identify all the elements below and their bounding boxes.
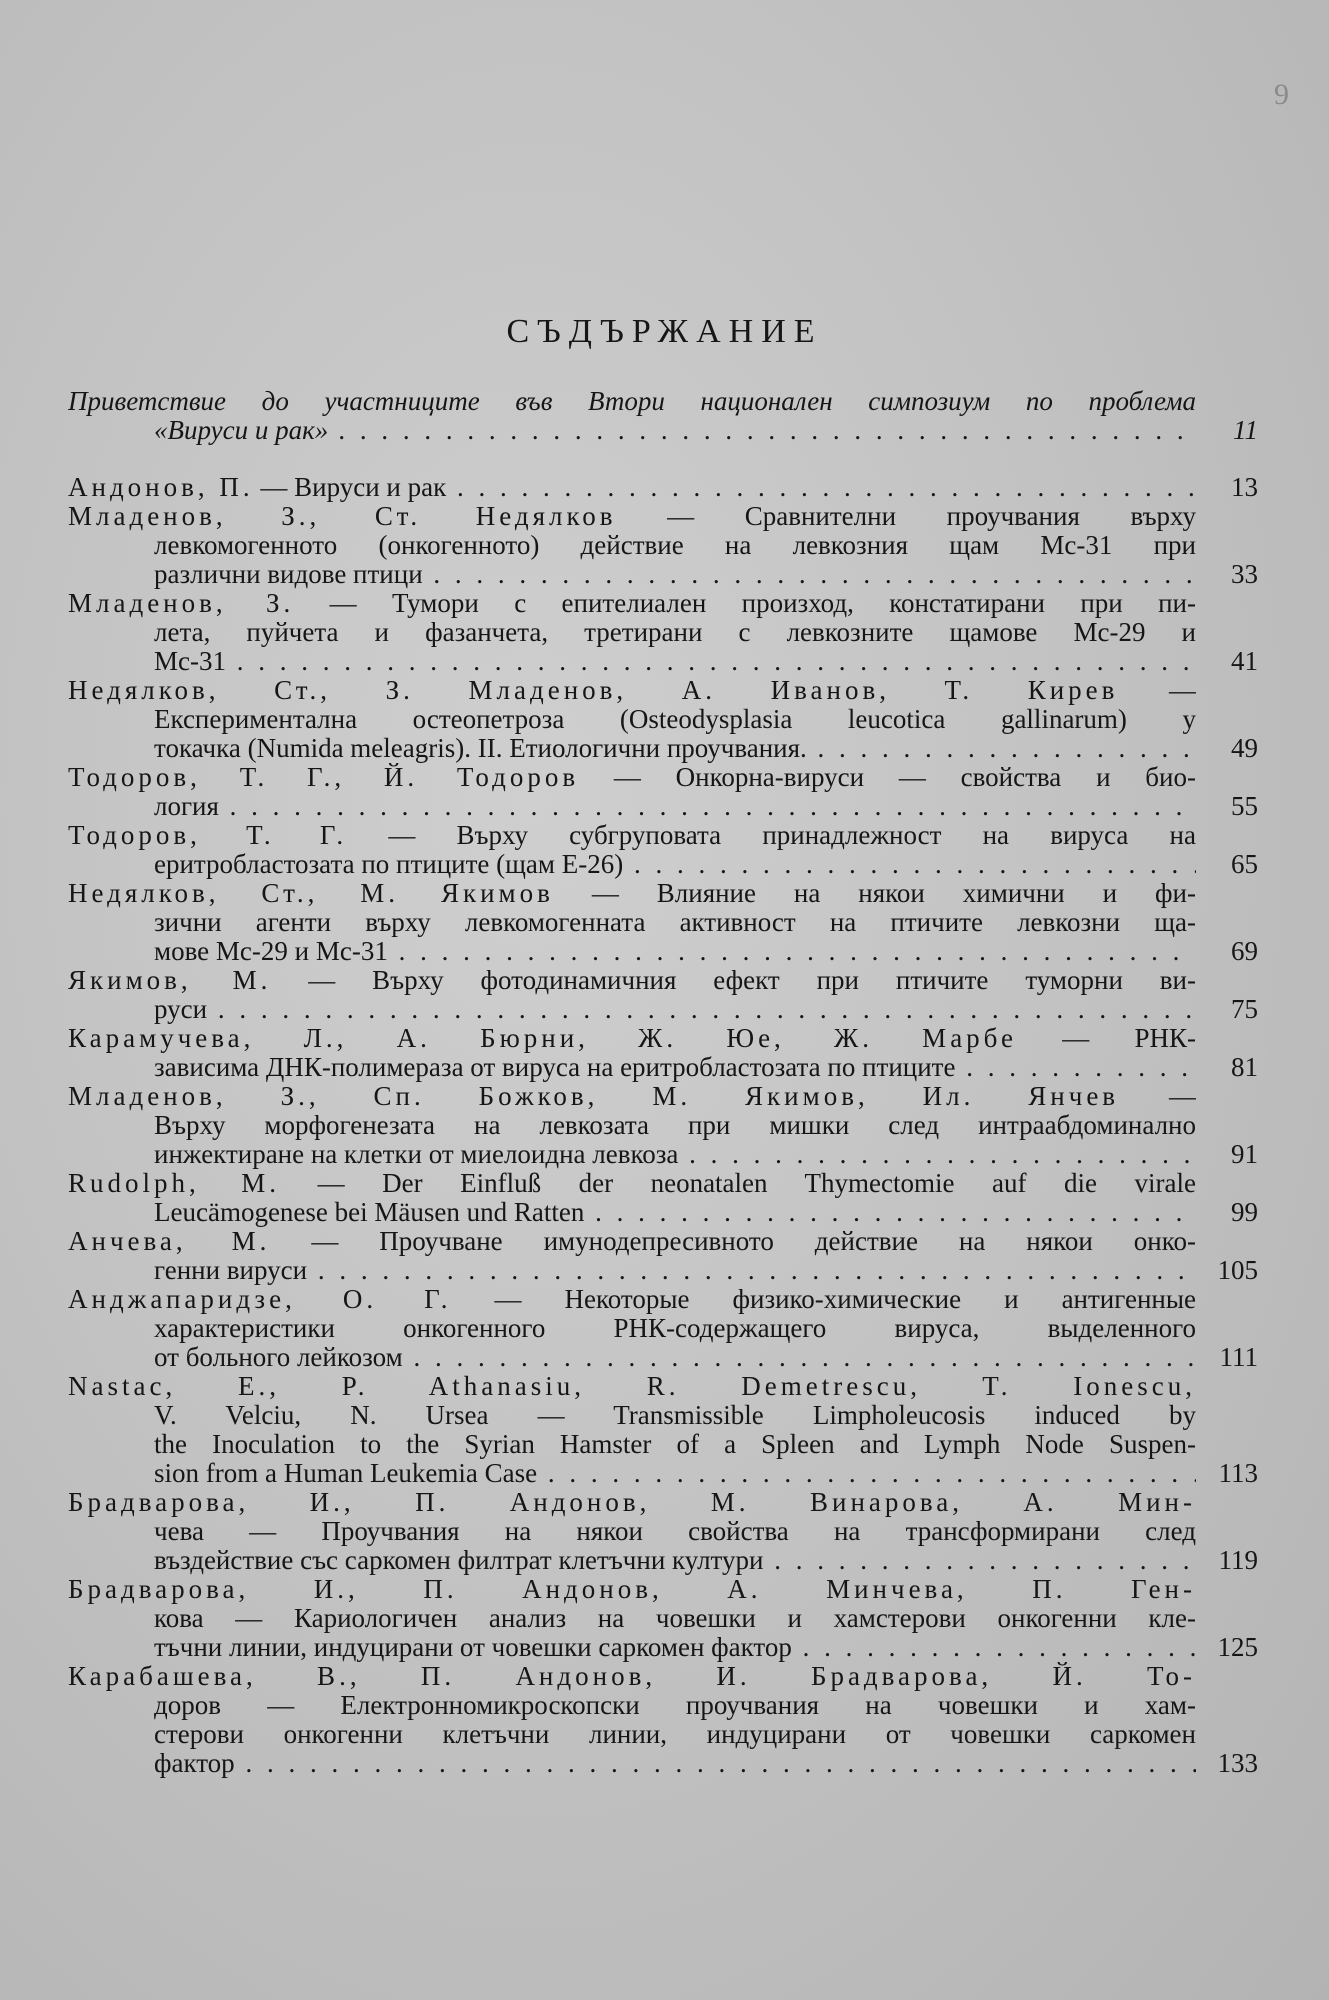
toc-entry-line: Експериментална остеопетроза (Osteodysplasia leucotica gallinarum) у [154, 705, 1196, 734]
toc-entry [68, 1488, 1258, 1575]
toc-entry-line [68, 473, 1196, 502]
toc-entry [68, 1372, 1258, 1488]
toc-entry-page-number: 75 [1231, 994, 1258, 1024]
toc-entry-line [68, 589, 1196, 618]
toc-entry-authors: Брадварова, И., П. Андонов, М. Винарова, А. Мин- [68, 1488, 1196, 1517]
toc-entry-line [68, 1488, 1196, 1517]
toc-entry-line: Мс-31 . . . [68, 647, 1196, 676]
toc-entry-title-text: — Върху фотодинамичния ефект при птичите туморни ви- [271, 966, 1196, 995]
toc-entry-line: sion from a Human Leukemia Case . . . [68, 1459, 1196, 1488]
toc-entry [68, 1285, 1258, 1372]
toc-entry [68, 473, 1258, 502]
toc-entry [68, 1227, 1258, 1285]
toc-entry-page-number: 69 [1231, 936, 1258, 966]
toc-entry-page-number: 91 [1231, 1139, 1258, 1169]
toc-entry-authors: Анджапаридзе, О. Г. [68, 1285, 452, 1314]
toc-entry-authors: Тодоров, Т. Г. [68, 821, 348, 850]
toc-entry-page-number: 65 [1231, 849, 1258, 879]
toc-entry-line: въздействие със саркомен филтрат клетъчни култури . . . [68, 1546, 1196, 1575]
toc-entry-authors: Якимов, М. [68, 966, 272, 995]
toc-entry-page-number: 133 [1217, 1748, 1258, 1778]
toc-entry-title-text: — Върху субгруповата принадлежност на вируса на [347, 821, 1196, 850]
toc-entry-authors: Недялков, Ст., М. Якимов [68, 879, 554, 908]
toc-entry-line: зависима ДНК-полимераза от вируса на еритробластозата по птиците . . . [68, 1053, 1196, 1082]
toc-entry-line: еритробластозата по птиците (щам Е-26) . . . [68, 850, 1196, 879]
toc-entry-page-number: 49 [1231, 733, 1258, 763]
toc-entry-authors: Младенов, З., Ст. Недялков [68, 502, 617, 531]
toc-entry-line [68, 879, 1196, 908]
toc-entry-line: фактор . . . [68, 1749, 1196, 1778]
page-number: 9 [1274, 78, 1289, 111]
toc-entry-line [68, 1082, 1196, 1111]
toc-entry-title-text: — Der Einfluß der neonatalen Thymectomie auf die virale [280, 1169, 1196, 1198]
toc-entry-line: от больного лейкозом . . . [68, 1343, 1196, 1372]
toc-entry [68, 966, 1258, 1024]
toc-entry-line [68, 1662, 1196, 1691]
toc-entry-line: токачка (Numida meleagris). II. Етиологични проучвания. . . . [68, 734, 1196, 763]
toc-entry-line [68, 1285, 1196, 1314]
toc-entry-line [68, 821, 1196, 850]
toc-entry-line: мове Мс-29 и Мс-31 . . . [68, 937, 1196, 966]
toc-entry-title-text: — Сравнителни проучвания върху [616, 502, 1196, 531]
toc-entry [68, 589, 1258, 676]
toc-entry-line: the Inoculation to the Syrian Hamster of a Spleen and Lymph Node Suspen- [154, 1430, 1196, 1459]
toc-entry-line: зични агенти върху левкомогенната активност на птичите левкозни ща- [154, 908, 1196, 937]
toc-entry [68, 1575, 1258, 1662]
toc-entry-authors: Rudolph, M. [68, 1169, 281, 1198]
toc-entry-authors: Nastac, E., P. Athanasiu, R. Demetrescu, T. Ionescu, [68, 1372, 1196, 1401]
toc-entry-page-number: 13 [1231, 472, 1258, 502]
toc-entry-line: «Вируси и рак» . . . [68, 416, 1196, 445]
toc-entry-page-number: 33 [1231, 559, 1258, 589]
toc-entry-line: стерови онкогенни клетъчни линии, индуцирани от човешки саркомен [154, 1720, 1196, 1749]
toc-entry-line: Приветствие до участниците във Втори национален симпозиум по проблема [68, 387, 1196, 416]
toc-entry-title-text: — Влияние на някои химични и фи- [553, 879, 1196, 908]
table-of-contents [68, 387, 1258, 1778]
toc-entry-line: характеристики онкогенного РНК-содержащего вируса, выделенного [154, 1314, 1196, 1343]
toc-entry-line: чева — Проучвания на някои свойства на трансформирани след [154, 1517, 1196, 1546]
toc-entry [68, 1082, 1258, 1169]
toc-entry-title-text: — Некоторые физико-химические и антигенные [451, 1285, 1196, 1314]
toc-entry-title-text: — [1118, 676, 1196, 705]
toc-entry-line [68, 763, 1196, 792]
toc-entry-line: логия . . . [68, 792, 1196, 821]
toc-entry-line [68, 1169, 1196, 1198]
toc-entry-line: V. Velciu, N. Ursea — Transmissible Limpholeucosis induced by [154, 1401, 1196, 1430]
toc-entry-page-number: 119 [1218, 1545, 1258, 1575]
toc-entry-authors: Карамучева, Л., А. Бюрни, Ж. Юе, Ж. Марбе [68, 1024, 1018, 1053]
toc-entry-line [68, 502, 1196, 531]
toc-entry-line [68, 1575, 1196, 1604]
toc-entry-page-number: 11 [1233, 415, 1258, 445]
toc-entry [68, 502, 1258, 589]
toc-entry-title-text: — Вируси и рак [253, 473, 447, 502]
toc-entry-line [68, 1372, 1196, 1401]
toc-entry [68, 387, 1258, 445]
toc-entry-page-number: 125 [1217, 1632, 1258, 1662]
toc-entry-line: различни видове птици . . . [68, 560, 1196, 589]
toc-entry-line: доров — Електронномикроскопски проучвания на човешки и хам- [154, 1691, 1196, 1720]
toc-entry-title-text: — Тумори с епителиален произход, констатирани при пи- [294, 589, 1196, 618]
toc-entry-title-text: — Онкорна-вируси — свойства и био- [579, 763, 1196, 792]
toc-entry-page-number: 111 [1219, 1342, 1258, 1372]
toc-entry-line: руси . . . [68, 995, 1196, 1024]
toc-entry-page-number: 105 [1217, 1255, 1258, 1285]
page-title: СЪДЪРЖАНИЕ [506, 312, 823, 350]
toc-entry [68, 676, 1258, 763]
toc-entry-line [68, 1227, 1196, 1256]
toc-entry-title-text: — Проучване имунодепресивното действие на някои онко- [270, 1227, 1196, 1256]
toc-entry-line: тъчни линии, индуцирани от човешки саркомен фактор . . . [68, 1633, 1196, 1662]
toc-entry-authors: Брадварова, И., П. Андонов, А. Минчева, П. Ген- [68, 1575, 1196, 1604]
toc-entry-page-number: 99 [1231, 1197, 1258, 1227]
toc-entry-authors: Андонов, П. [68, 473, 254, 502]
toc-entry-authors: Тодоров, Т. Г., Й. Тодоров [68, 763, 580, 792]
toc-entry-line: генни вируси . . . [68, 1256, 1196, 1285]
toc-entry-line: Leucämogenese bei Mäusen und Ratten . . . [68, 1198, 1196, 1227]
toc-entry-authors: Карабашева, В., П. Андонов, И. Брадварова, Й. То- [68, 1662, 1196, 1691]
toc-entry-line: кова — Кариологичен анализ на човешки и хамстерови онкогенни кле- [154, 1604, 1196, 1633]
toc-entry-line [68, 966, 1196, 995]
toc-entry [68, 821, 1258, 879]
toc-entry-line [68, 1024, 1196, 1053]
toc-entry-authors: Анчева, М. [68, 1227, 271, 1256]
toc-entry-line: лета, пуйчета и фазанчета, третирани с левкозните щамове Мс-29 и [154, 618, 1196, 647]
toc-entry [68, 1024, 1258, 1082]
toc-entry-page-number: 113 [1218, 1458, 1258, 1488]
toc-entry-authors: Младенов, З., Сп. Божков, М. Якимов, Ил. Янчев [68, 1082, 1120, 1111]
toc-entry-line: левкомогенното (онкогенното) действие на левкозния щам Мс-31 при [154, 531, 1196, 560]
toc-entry-line: инжектиране на клетки от миелоидна левкоза . . . [68, 1140, 1196, 1169]
toc-entry-line: Върху морфогенезата на левкозата при мишки след интраабдоминално [154, 1111, 1196, 1140]
toc-entry [68, 1662, 1258, 1778]
toc-entry-page-number: 55 [1231, 791, 1258, 821]
toc-entry-page-number: 41 [1231, 646, 1258, 676]
toc-entry-title-text: — РНК- [1017, 1024, 1196, 1053]
toc-entry-authors: Младенов, З. [68, 589, 295, 618]
toc-entry [68, 879, 1258, 966]
toc-entry-authors: Недялков, Ст., З. Младенов, А. Иванов, Т. Кирев [68, 676, 1119, 705]
toc-entry-line [68, 676, 1196, 705]
toc-entry-page-number: 81 [1231, 1052, 1258, 1082]
toc-entry [68, 763, 1258, 821]
toc-entry-title-text: — [1119, 1082, 1196, 1111]
toc-entry [68, 1169, 1258, 1227]
